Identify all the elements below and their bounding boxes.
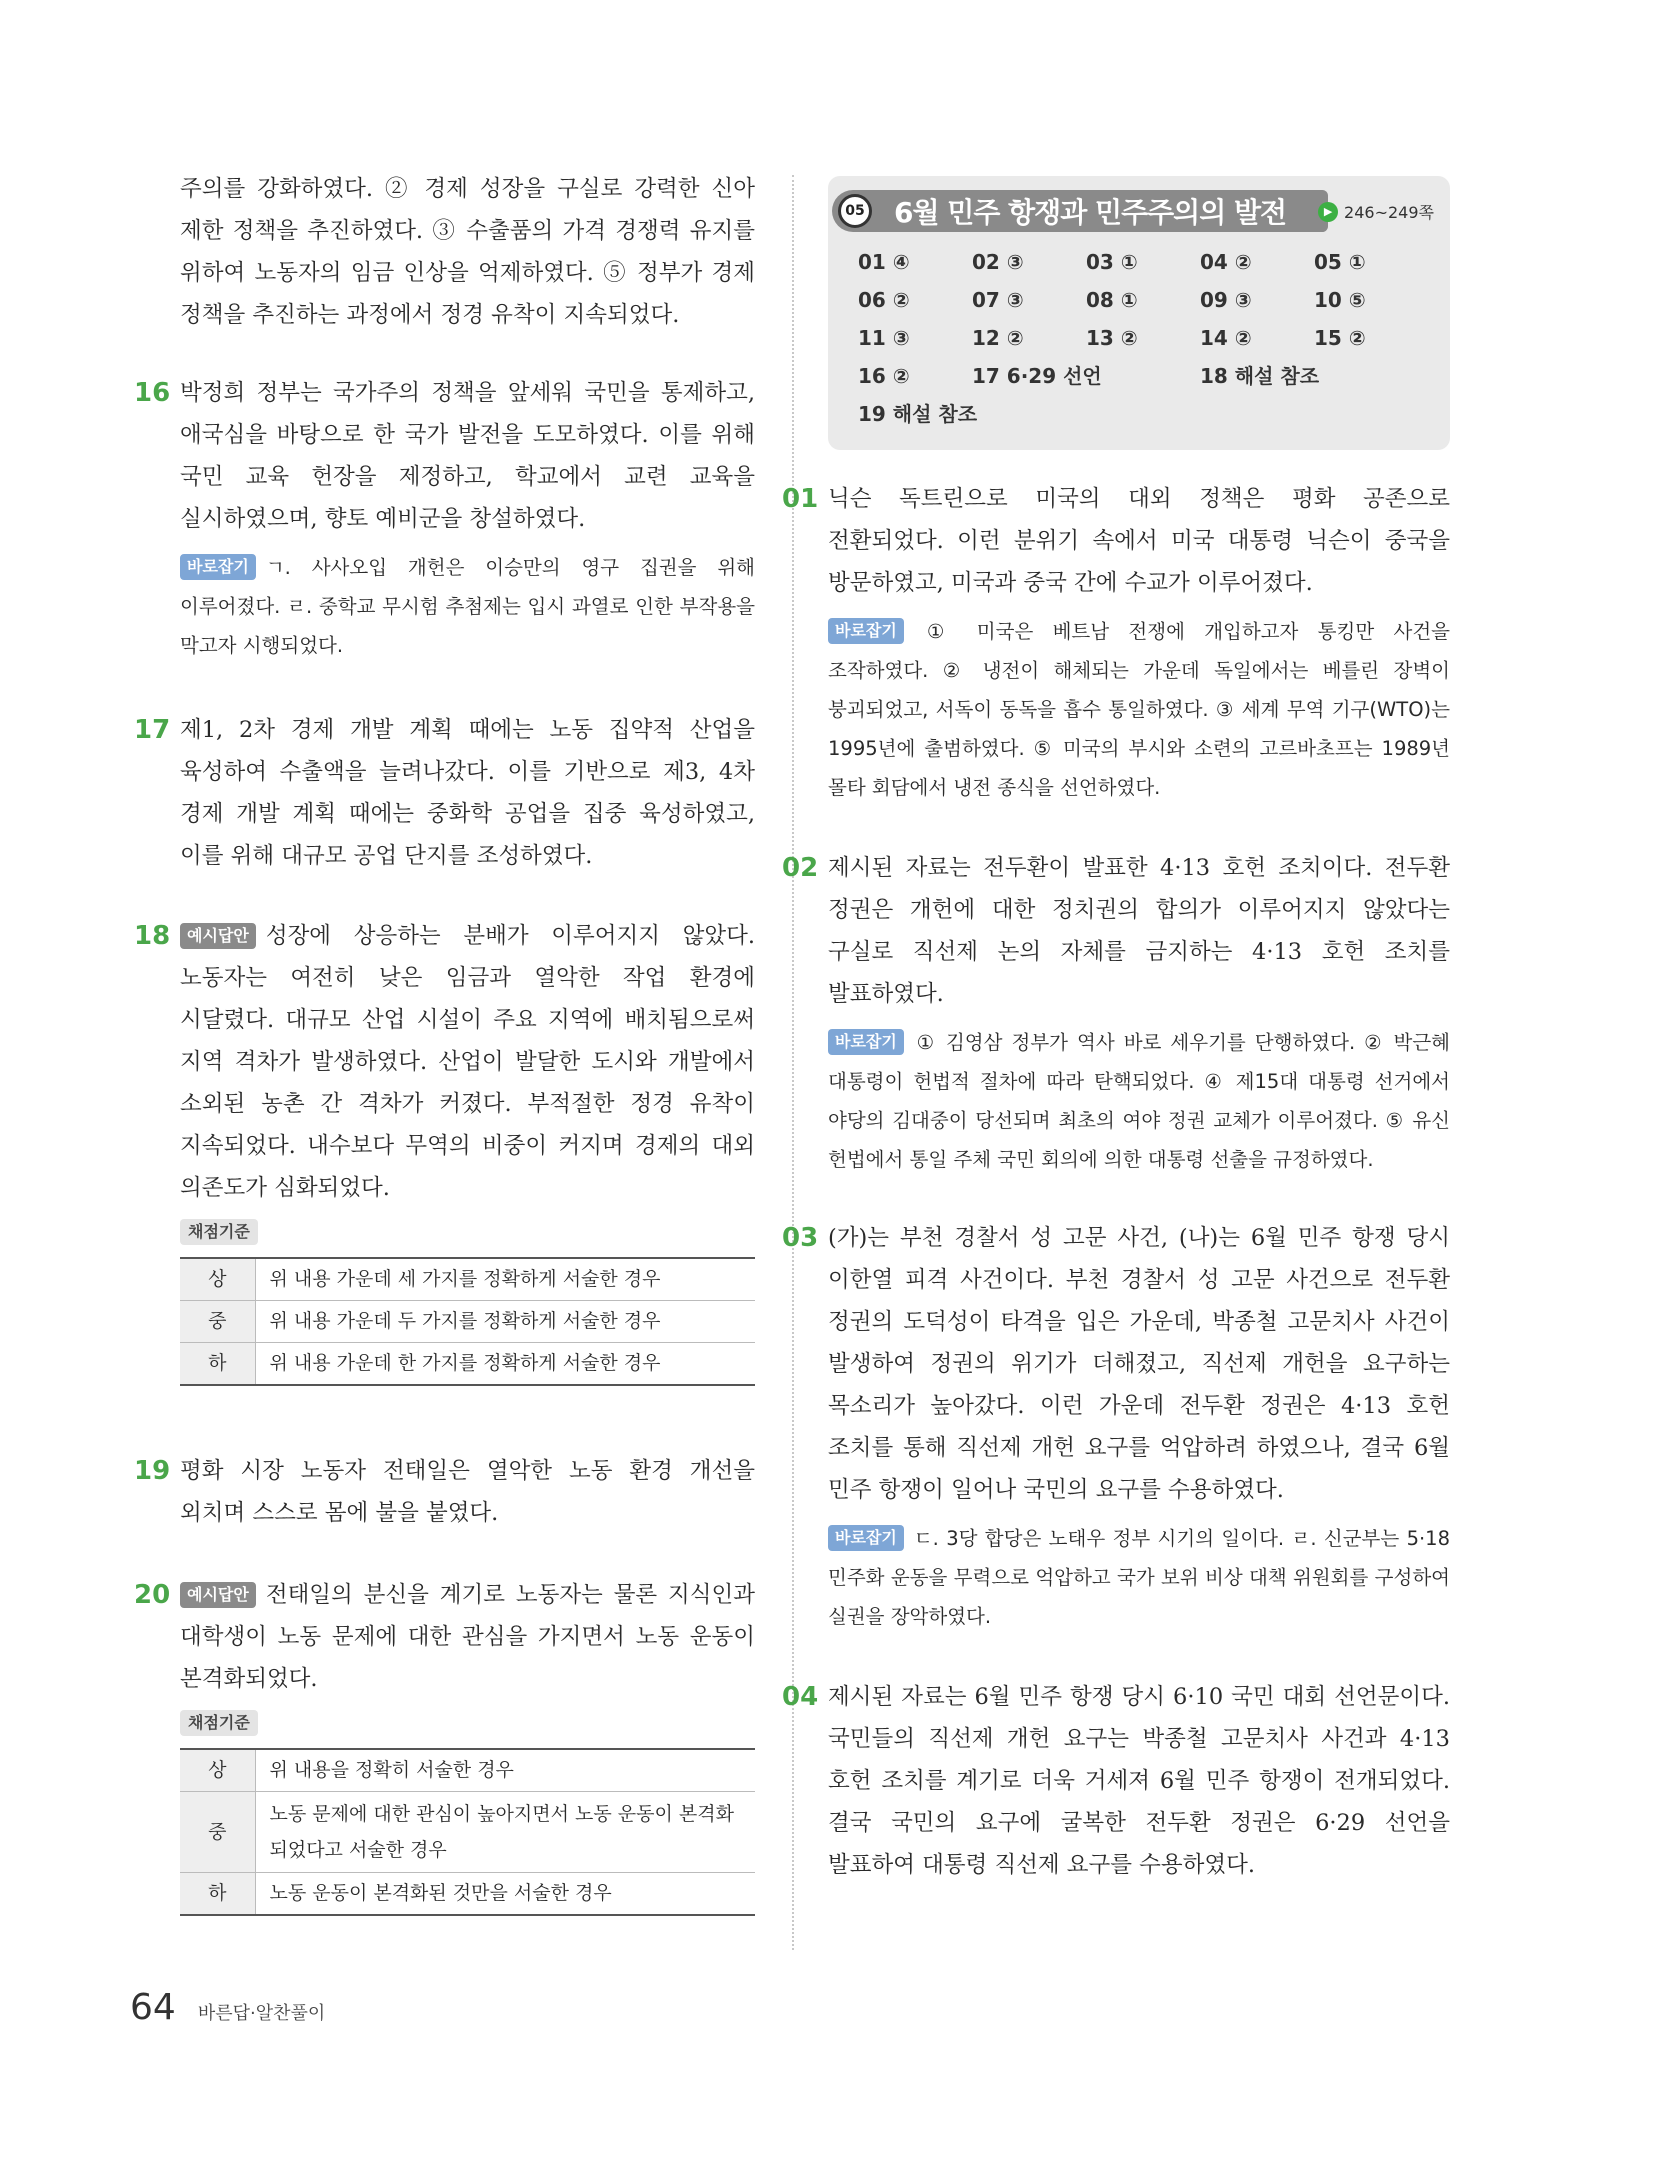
question-02 bbox=[782, 847, 1450, 1179]
answer-item: 09 ③ bbox=[1200, 288, 1252, 312]
question-19 bbox=[134, 1450, 755, 1534]
question-16 bbox=[134, 372, 755, 665]
correction-note bbox=[828, 612, 1450, 807]
page-range: 246~249쪽 bbox=[1344, 203, 1434, 222]
answer-item: 06 ② bbox=[858, 288, 910, 312]
answer-item: 16 ② bbox=[858, 364, 910, 388]
answer-item: 11 ③ bbox=[858, 326, 910, 350]
question-17 bbox=[134, 709, 755, 877]
scoring-table bbox=[180, 1748, 755, 1916]
question-number: 17 bbox=[134, 715, 171, 745]
page-number: 64 bbox=[130, 1987, 176, 2028]
section-header bbox=[832, 190, 1328, 232]
explanation-text: 제시된 자료는 6월 민주 항쟁 당시 6·10 국민 대회 선언문이다. 국민들의 직선제 개헌 요구는 박종철 고문치사 사건과 4·13 호헌 조치를 계기로 더욱 거세져 6월 민주 항쟁이 전개되었다. 결국 국민의 요구에 굴복한 전두환 정권은 6·29 선언을 발표하여 대통령 직선제 요구를 수용하였다. bbox=[828, 1684, 1450, 1878]
correction-text: ① 미국은 베트남 전쟁에 개입하고자 통킹만 사건을 조작하였다. ② 냉전이 해체되는 가운데 독일에서는 베를린 장벽이 붕괴되었고, 서독이 동독을 흡수 통일하였다. ③ 세계 무역 기구(WTO)는 1995년에 출범하였다. ⑤ 미국의 부시와 소련의 고르바초프는 1989년 몰타 회담에서 냉전 종식을 선언하였다. bbox=[828, 620, 1450, 799]
right-column bbox=[782, 176, 1450, 1886]
correction-text: ① 김영삼 정부가 역사 바로 세우기를 단행하였다. ② 박근혜 대통령이 헌법적 절차에 따라 탄핵되었다. ④ 제15대 대통령 선거에서 야당의 김대중이 당선되며 최초의 여야 정권 교체가 이루어졌다. ⑤ 유신 헌법에서 통일 주체 국민 회의에 의한 대통령 선출을 규정하였다. bbox=[828, 1031, 1450, 1171]
question-number: 19 bbox=[134, 1456, 171, 1486]
question-number: 02 bbox=[782, 853, 819, 883]
correction-note bbox=[828, 1023, 1450, 1179]
level-cell: 하 bbox=[180, 1343, 255, 1386]
page-reference bbox=[1318, 200, 1434, 223]
answer-item: 19 해설 참조 bbox=[858, 402, 978, 426]
answer-item: 10 ⑤ bbox=[1314, 288, 1366, 312]
explanation-text: 제시된 자료는 전두환이 발표한 4·13 호헌 조치이다. 전두환 정권은 개헌에 대한 정치권의 합의가 이루어지지 않았다는 구실로 직선제 논의 자체를 금지하는 4·13 호헌 조치를 발표하였다. bbox=[828, 855, 1450, 1007]
sample-answer-text: 전태일의 분신을 계기로 노동자는 물론 지식인과 대학생이 노동 문제에 대한 관심을 가지면서 노동 운동이 본격화되었다. bbox=[180, 1582, 755, 1692]
section-title: 6월 민주 항쟁과 민주주의의 발전 bbox=[894, 196, 1287, 229]
question-number: 01 bbox=[782, 484, 819, 514]
question-number: 20 bbox=[134, 1580, 171, 1610]
correction-tag: 바로잡기 bbox=[828, 1029, 904, 1055]
answer-item: 15 ② bbox=[1314, 326, 1366, 350]
answer-item: 13 ② bbox=[1086, 326, 1138, 350]
question-03 bbox=[782, 1217, 1450, 1636]
correction-tag: 바로잡기 bbox=[828, 618, 904, 644]
arrow-right-icon: ▶ bbox=[1318, 202, 1338, 222]
correction-tag: 바로잡기 bbox=[180, 554, 256, 580]
question-number: 18 bbox=[134, 921, 171, 951]
scoring-table bbox=[180, 1257, 755, 1386]
explanation-text: 평화 시장 노동자 전태일은 열악한 노동 환경 개선을 외치며 스스로 몸에 불을 붙였다. bbox=[180, 1458, 755, 1526]
level-cell: 중 bbox=[180, 1792, 255, 1873]
question-number: 04 bbox=[782, 1682, 819, 1712]
left-column bbox=[134, 168, 755, 1916]
answer-item: 18 해설 참조 bbox=[1200, 364, 1320, 388]
table-row bbox=[180, 1792, 755, 1873]
criteria-cell: 노동 문제에 대한 관심이 높아지면서 노동 운동이 본격화되었다고 서술한 경우 bbox=[255, 1792, 755, 1873]
intro-paragraph: 주의를 강화하였다. ② 경제 성장을 구실로 강력한 신아 제한 정책을 추진하였다. ③ 수출품의 가격 경쟁력 유지를 위하여 노동자의 임금 인상을 억제하였다. ⑤ 정부가 경제 정책을 추진하는 과정에서 정경 유착이 지속되었다. bbox=[180, 176, 755, 328]
table-row bbox=[180, 1301, 755, 1343]
answer-item: 12 ② bbox=[972, 326, 1024, 350]
explanation-text: 닉슨 독트린으로 미국의 대외 정책은 평화 공존으로 전환되었다. 이런 분위기 속에서 미국 대통령 닉슨이 중국을 방문하였고, 미국과 중국 간에 수교가 이루어졌다. bbox=[828, 486, 1450, 596]
book-title: 바른답·알찬풀이 bbox=[197, 2003, 326, 2024]
correction-note bbox=[180, 548, 755, 665]
level-cell: 중 bbox=[180, 1301, 255, 1343]
correction-note bbox=[828, 1519, 1450, 1636]
scoring-criteria-tag: 채점기준 bbox=[180, 1219, 258, 1245]
answer-item: 01 ④ bbox=[858, 250, 910, 274]
question-18 bbox=[134, 915, 755, 1386]
answer-item: 07 ③ bbox=[972, 288, 1024, 312]
table-row bbox=[180, 1343, 755, 1386]
level-cell: 상 bbox=[180, 1749, 255, 1792]
correction-text: ㄷ. 3당 합당은 노태우 정부 시기의 일이다. ㄹ. 신군부는 5·18 민주화 운동을 무력으로 억압하고 국가 보위 비상 대책 위원회를 구성하여 실권을 장악하였다. bbox=[828, 1527, 1450, 1628]
criteria-cell: 위 내용을 정확히 서술한 경우 bbox=[269, 1759, 514, 1781]
answer-item: 03 ① bbox=[1086, 250, 1138, 274]
explanation-text: (가)는 부천 경찰서 성 고문 사건, (나)는 6월 민주 항쟁 당시 이한열 피격 사건이다. 부천 경찰서 성 고문 사건으로 전두환 정권의 도덕성이 타격을 입은 가운데, 박종철 고문치사 사건이 발생하여 정권의 위기가 더해졌고, 직선제 개헌을 요구하는 목소리가 높아갔다. 이런 가운데 전두환 정권은 4·13 호헌 조치를 통해 직선제 개헌 요구를 억압하려 하였으나, 결국 6월 민주 항쟁이 일어나 국민의 요구를 수용하였다. bbox=[828, 1225, 1450, 1503]
answer-item: 04 ② bbox=[1200, 250, 1252, 274]
criteria-cell: 위 내용 가운데 두 가지를 정확하게 서술한 경우 bbox=[255, 1301, 755, 1343]
answer-summary-box bbox=[828, 176, 1450, 450]
criteria-cell: 노동 운동이 본격화된 것만을 서술한 경우 bbox=[255, 1873, 755, 1916]
page-footer bbox=[130, 1987, 325, 2028]
sample-answer-text: 성장에 상응하는 분배가 이루어지지 않았다. 노동자는 여전히 낮은 임금과 열악한 작업 환경에 시달렸다. 대규모 산업 시설이 주요 지역에 배치됨으로써 지역 격차가 발생하였다. 산업이 발달한 도시와 개발에서 소외된 농촌 간 격차가 커졌다. 부적절한 정경 유착이 지속되었다. 내수보다 무역의 비중이 커지며 경제의 대외 의존도가 심화되었다. bbox=[180, 923, 755, 1201]
question-20 bbox=[134, 1574, 755, 1916]
table-row bbox=[180, 1258, 755, 1301]
answer-item: 05 ① bbox=[1314, 250, 1366, 274]
question-01 bbox=[782, 478, 1450, 807]
sample-answer-tag: 예시답안 bbox=[180, 923, 256, 949]
level-cell: 하 bbox=[180, 1873, 255, 1916]
criteria-cell: 위 내용 가운데 한 가지를 정확하게 서술한 경우 bbox=[255, 1343, 755, 1386]
sample-answer-tag: 예시답안 bbox=[180, 1582, 256, 1608]
table-row bbox=[180, 1749, 755, 1792]
explanation-text: 제1, 2차 경제 개발 계획 때에는 노동 집약적 산업을 육성하여 수출액을 늘려나갔다. 이를 기반으로 제3, 4차 경제 개발 계획 때에는 중화학 공업을 집중 육성하였고, 이를 위해 대규모 공업 단지를 조성하였다. bbox=[180, 717, 755, 869]
answer-item: 17 6·29 선언 bbox=[972, 364, 1102, 388]
answer-grid bbox=[858, 246, 1428, 430]
explanation-text: 박정희 정부는 국가주의 정책을 앞세워 국민을 통제하고, 애국심을 바탕으로 한 국가 발전을 도모하였다. 이를 위해 국민 교육 헌장을 제정하고, 학교에서 교련 교육을 실시하였으며, 향토 예비군을 창설하였다. bbox=[180, 380, 755, 532]
question-number: 16 bbox=[134, 378, 171, 408]
correction-text: ㄱ. 사사오입 개헌은 이승만의 영구 집권을 위해 이루어졌다. ㄹ. 중학교 무시험 추첨제는 입시 과열로 인한 부작용을 막고자 시행되었다. bbox=[180, 556, 755, 657]
question-number: 03 bbox=[782, 1223, 819, 1253]
level-cell: 상 bbox=[180, 1258, 255, 1301]
answer-item: 02 ③ bbox=[972, 250, 1024, 274]
answer-item: 08 ① bbox=[1086, 288, 1138, 312]
question-04 bbox=[782, 1676, 1450, 1886]
section-badge: 05 bbox=[838, 194, 872, 228]
answer-item: 14 ② bbox=[1200, 326, 1252, 350]
table-row bbox=[180, 1873, 755, 1916]
criteria-cell: 위 내용 가운데 세 가지를 정확하게 서술한 경우 bbox=[269, 1268, 661, 1290]
correction-tag: 바로잡기 bbox=[828, 1525, 904, 1551]
scoring-criteria-tag: 채점기준 bbox=[180, 1710, 258, 1736]
